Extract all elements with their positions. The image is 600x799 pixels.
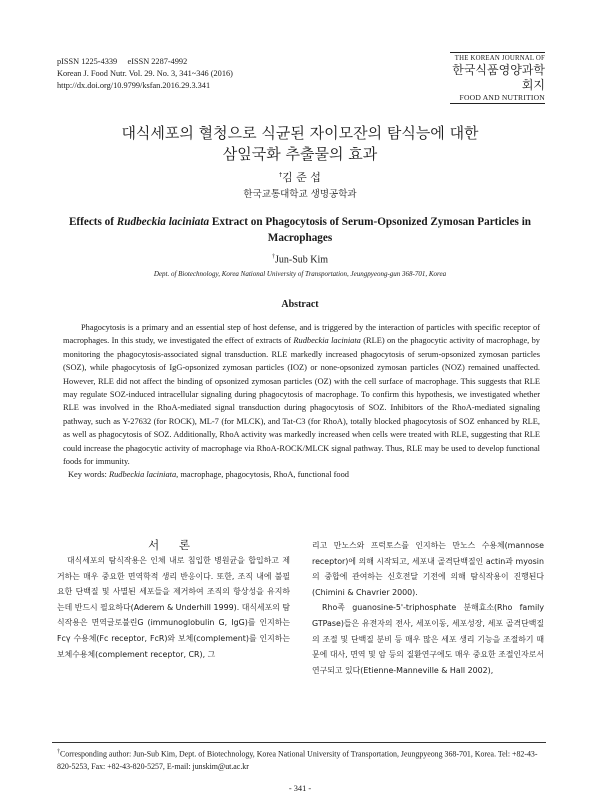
english-affiliation: Dept. of Biotechnology, Korea National University of Transportation, Jeungpyeong-gun 368-701, Korea — [153, 270, 447, 278]
korean-affiliation: 한국교통대학교 생명공학과 — [243, 189, 357, 200]
english-author — [0, 254, 600, 265]
citation-header — [57, 56, 233, 92]
abstract-body — [63, 321, 540, 482]
page-number: - 341 - — [288, 784, 312, 793]
keywords — [63, 468, 540, 481]
corresponding-author-footnote — [57, 746, 544, 773]
intro-paragraph-2: Rho족 guanosine-5'-triphosphate 분해효소(Rho family GTPase)들은 유전자의 전사, 세포이동, 세포성장, 세포 골격단백질의 조절 및 단백질 분비 등 매우 많은 세포 생리 기능을 조절하기 때문에 대사, 면역 및 암 등의 질환연구에도 매우 중요한 조절인자로서 연구되고 있다(Etienne-Manneville & Hall 2002), — [312, 603, 544, 675]
korean-title-line1: 대식세포의 혈청으로 식균된 자이모잔의 탐식능에 대한 — [121, 124, 479, 142]
footnote-text: Corresponding author: Jun-Sub Kim, Dept. of Biotechnology, Korea National University of Transportation, Jeungpyeong 368-701, Korea. Tel: +82-43-820-5253, Fax: +82-43-820-5257, E-mail: junskim@ut.ac.kr — [57, 749, 538, 771]
keywords-list: , macrophage, phagocytosis, RhoA, functional food — [176, 470, 349, 480]
keywords-species: Rudbeckia laciniata — [108, 470, 177, 480]
doi-link[interactable]: http://dx.doi.org/10.9799/ksfan.2016.29.3.341 — [57, 81, 211, 90]
intro-paragraph-1-continued: 리고 만노스와 프럭토스를 인지하는 만노스 수용체(mannose receptor)에 의해 시작되고, 세포내 골격단백질인 actin과 myosin의 중합에 관여하는 신호전달 기전에 의해 탐식작용이 진행된다(Chimini & Chavrier 2000). — [312, 541, 544, 597]
korean-author-name: 김 준 섭 — [282, 171, 321, 184]
english-title-species: Rudbeckia laciniata — [116, 216, 210, 228]
citation-line: Korean J. Food Nutr. Vol. 29. No. 3, 341~346 (2016) — [57, 69, 233, 78]
korean-author — [0, 169, 600, 185]
abstract-part1: Phagocytosis is a primary and an essential step of host defense, and is triggered by the interaction of particles with specific receptor of macrophages. In this study, we investigated the effect of extracts of — [63, 323, 540, 346]
english-author-dagger: † — [271, 254, 275, 260]
abstract-heading: Abstract — [281, 299, 319, 310]
intro-paragraph-1: 대식세포의 탐식작용은 인체 내로 침입한 병원균을 합입하고 제거하는 매우 중요한 면역학적 생리 반응이다. 또한, 조직 내에 불필요한 단백질 및 사멸된 세포들을 제거하여 조직의 항상성을 유지하는데 반드시 필요하다(Aderem & Underhill 1999). 대식세포의 탐식작용은 면역글로불린G (immunoglobulin G, IgG)를 인지하는 Fcγ 수용체(Fc receptor, FcR)와 보체(complement)를 인지하는 보체수용체(complement receptor, CR), 그 — [57, 556, 290, 659]
body-column-right — [312, 538, 544, 678]
journal-name-top: THE KOREAN JOURNAL OF — [450, 52, 545, 62]
footnote-divider — [52, 742, 546, 743]
journal-logo — [450, 52, 545, 104]
korean-title-line2: 삼잎국화 추출물의 효과 — [222, 145, 378, 163]
issn-line: pISSN 1225-4339 eISSN 2287-4992 — [57, 57, 188, 66]
section-heading-introduction: 서 론 — [148, 538, 198, 552]
journal-name-bottom: FOOD AND NUTRITION — [450, 93, 545, 104]
keywords-label: Key words: — [68, 470, 109, 480]
english-author-name: Jun-Sub Kim — [274, 254, 329, 266]
body-column-left — [57, 553, 290, 662]
english-title-pre: Effects of — [68, 216, 117, 228]
author-dagger: † — [279, 171, 283, 179]
korean-title — [0, 123, 600, 165]
journal-name-korean: 한국식품영양과학회지 — [452, 63, 545, 92]
footnote-dagger: † — [57, 749, 60, 755]
abstract-paragraph — [63, 321, 540, 468]
english-title — [40, 214, 560, 246]
abstract-species: Rudbeckia laciniata — [293, 336, 361, 346]
english-title-post: Extract on Phagocytosis of Serum-Opsonized Zymosan Particles in Macrophages — [209, 216, 532, 244]
abstract-part2: (RLE) on the phagocytic activity of macrophage, by monitoring the phagocytosis-associated signal transduction. RLE markedly increased phagocytosis of serum-opsonized zymosan particles (SOZ), while phagocytosis of IgG-opsonized zymosan particles (IOZ) or none-opsonized zymosan particles (NOZ) remained unaffected. However, RLE did not affect the binding of opsonized zymosan particles (OZ) with the cell surface of macrophage. This suggests that RLE may regulate SOZ-induced intracellular signaling during phagocytosis of macrophage. To confirm this hypothesis, we investigated whether RLE was involved in the RhoA-mediated signal transduction during phagocytosis of SOZ. Inhibitors of the RhoA-mediated signaling pathway, such as Y-27632 (for ROCK), ML-7 (for MLCK), and Tat-C3 (for RhoA), totally blocked phagocytosis of SOZ enhanced by RLE, as well as phagocytosis of SOZ. Additionally, RhoA activity was markedly increased when cells were treated with RLE, suggesting that RLE could increase the phagocytic activity of macrophage via RhoA-ROCK/MLCK signal pathway. Thus, RLE may be used to develop functional foods for immunity. — [63, 336, 540, 467]
